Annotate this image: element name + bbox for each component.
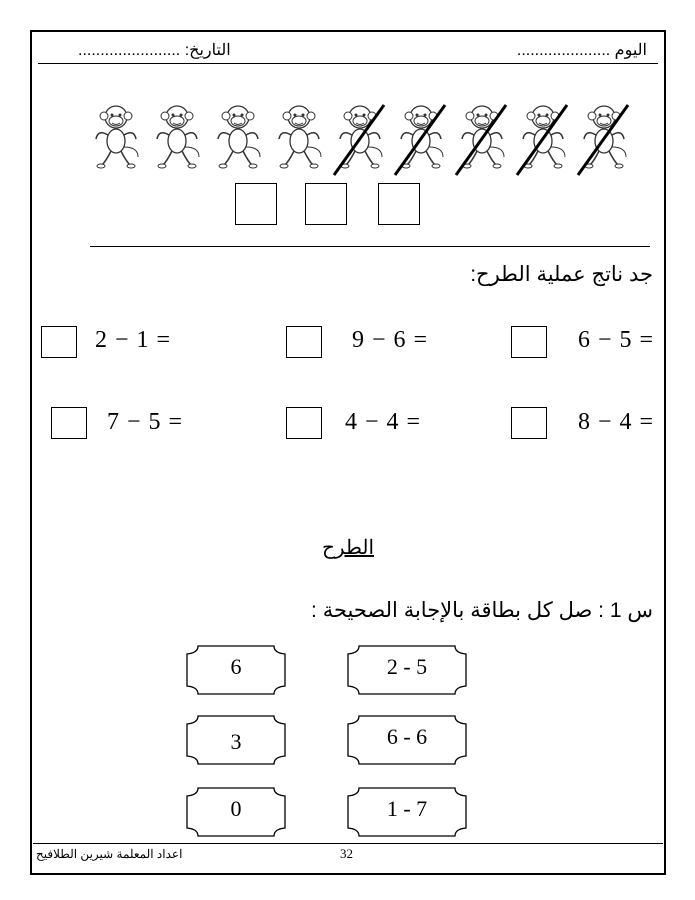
- equation: 6 − 5 =: [578, 327, 655, 353]
- section-divider: [90, 246, 650, 247]
- card-label: 3: [230, 729, 242, 754]
- card-label: 6 - 6: [386, 724, 428, 749]
- equation: 7 − 5 =: [107, 409, 184, 435]
- answer-card[interactable]: [186, 645, 286, 695]
- expression-card[interactable]: [347, 645, 467, 695]
- equation: 2 − 1 =: [95, 327, 172, 353]
- footer-divider: [33, 843, 663, 844]
- answer-box[interactable]: [286, 407, 322, 439]
- subtraction-instruction: جد ناتج عملية الطرح:: [470, 263, 653, 286]
- header-divider: [38, 63, 658, 64]
- date-label: التاريخ: .......................: [78, 42, 231, 59]
- card-label: 1 - 7: [386, 796, 428, 821]
- answer-box[interactable]: [235, 183, 277, 225]
- answer-card[interactable]: [186, 787, 286, 837]
- page-number: 32: [340, 846, 353, 861]
- card-label: 2 - 5: [386, 654, 428, 679]
- answer-box[interactable]: [378, 183, 420, 225]
- expression-card[interactable]: [347, 715, 467, 765]
- expression-card[interactable]: [347, 787, 467, 837]
- monkey-icon: [96, 106, 138, 168]
- answer-box[interactable]: [305, 183, 347, 225]
- monkey-icon: [279, 106, 321, 168]
- card-label: 0: [230, 796, 242, 821]
- answer-box[interactable]: [51, 407, 87, 439]
- equation: 8 − 4 =: [578, 409, 655, 435]
- monkey-icon: [157, 106, 199, 168]
- author-credit: اعداد المعلمة شيرين الطلافيح: [36, 847, 183, 861]
- section-title: الطرح: [322, 537, 375, 559]
- question-text: س 1 : صل كل بطاقة بالإجابة الصحيحة :: [311, 599, 653, 622]
- equation: 4 − 4 =: [345, 409, 422, 435]
- answer-card[interactable]: [186, 715, 286, 765]
- answer-box[interactable]: [511, 326, 547, 358]
- answer-box[interactable]: [286, 326, 322, 358]
- card-label: 6: [230, 654, 242, 679]
- day-label: اليوم .....................: [516, 42, 647, 59]
- equation: 9 − 6 =: [352, 327, 429, 353]
- answer-box[interactable]: [41, 326, 77, 358]
- answer-box[interactable]: [511, 407, 547, 439]
- monkey-icon: [218, 106, 260, 168]
- monkey-counting-illustration: [88, 95, 633, 180]
